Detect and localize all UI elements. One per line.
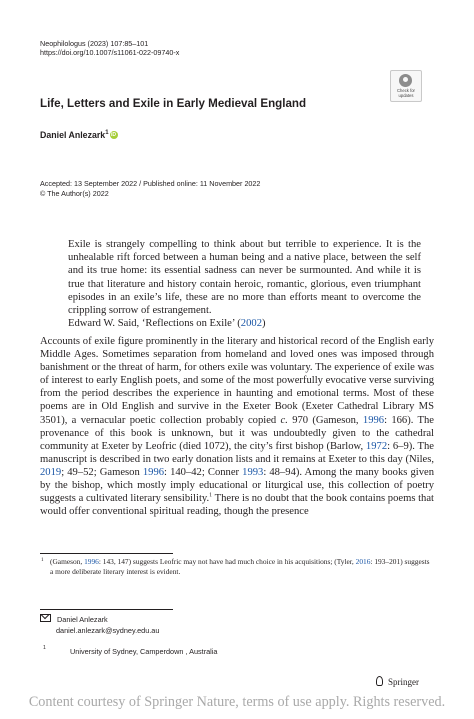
footnote-part: : 193–201) suggests a more deliberate literary interest is evident. xyxy=(50,557,430,577)
body-text: 970 (Gameson, xyxy=(287,414,363,426)
epigraph-ref-link[interactable]: 2002 xyxy=(240,318,262,330)
affiliation-number: 1 xyxy=(43,645,46,651)
springer-logo xyxy=(374,676,419,687)
crossmark-icon xyxy=(399,74,412,87)
correspondence-block xyxy=(40,614,159,636)
body-text: : 6–9). The manuscript is described in two early donation lists and it remains at Exeter to this day (Niles, xyxy=(40,440,434,465)
springer-horse-icon xyxy=(374,676,384,686)
circa-abbrev: c. xyxy=(280,414,288,426)
citation-link[interactable]: 1996 xyxy=(362,414,385,426)
correspondence-divider xyxy=(40,609,173,610)
body-text: ; 49–52; Gameson xyxy=(61,466,143,478)
footnote-text xyxy=(40,557,434,578)
orcid-icon[interactable]: iD xyxy=(111,132,117,138)
publication-dates: Accepted: 13 September 2022 / Published online: 11 November 2022 xyxy=(40,179,261,188)
footnote-part: (Gameson, xyxy=(50,557,85,566)
body-paragraph xyxy=(40,335,434,518)
citation-link[interactable]: 1996 xyxy=(142,466,165,478)
footnote-number: 1 xyxy=(41,557,44,563)
body-text: : 166). The provenance of this book is unknown, but it was undoubtedly given to the cathedral community at Exeter by Leofric (died 1072), the city’s first bishop (Barlow, xyxy=(40,414,434,452)
attribution-text: Edward W. Said, ‘Reflections on Exile’ ( xyxy=(68,318,241,330)
attribution-close: ) xyxy=(261,318,266,330)
footnote xyxy=(40,557,434,578)
check-for-updates-badge[interactable] xyxy=(390,70,422,102)
copyright-line: © The Author(s) 2022 xyxy=(40,188,109,198)
footnote-mark[interactable]: 1 xyxy=(209,492,213,499)
footnote-citation-link[interactable]: 1996 xyxy=(84,557,99,566)
citation-link[interactable]: 1972 xyxy=(365,440,388,452)
affiliation-text: University of Sydney, Camperdown , Australia xyxy=(70,647,218,656)
epigraph-attribution xyxy=(68,317,421,330)
citation-link[interactable]: 2019 xyxy=(40,466,62,478)
footnote-divider xyxy=(40,553,173,554)
envelope-icon xyxy=(40,614,51,622)
body-text: : 48–94). Among the many books given by the bishop, which mostly imply educational or liturgical use, this collection of poetry suggests a cultivated literary sensibility. xyxy=(40,466,434,505)
body-text: Accounts of exile figure prominently in the literary and historical record of the English early Middle Ages. Sometimes separation from homeland and loved ones was imposed through banishment or the threat of harm, for others exile was voluntary. The experience of exile was of interest to early English poets, and some of the most powerfully evocative verse surviving from the period describes the experience in haunting and emotional terms. Most of these poems are in Old English and survive in the Exeter Book (Exeter Cathedral Library MS 3501), a vernacular poetic collection probably copied xyxy=(40,336,434,426)
epigraph xyxy=(68,238,421,330)
journal-header xyxy=(40,39,179,58)
doi-link[interactable]: https://doi.org/10.1007/s11061-022-09740-x xyxy=(40,48,180,58)
journal-citation: Neophilologus (2023) 107:85–101 xyxy=(40,39,149,48)
badge-line-2: updates xyxy=(398,93,414,98)
badge-line-1: Check for xyxy=(397,88,415,93)
footnote-citation-link[interactable]: 2016 xyxy=(355,557,371,566)
author-name[interactable]: Daniel Anlezark xyxy=(40,130,106,140)
author-line xyxy=(40,130,118,140)
citation-link[interactable]: 1993 xyxy=(242,466,264,478)
epigraph-text: Exile is strangely compelling to think about but terrible to experience. It is the unhealable rift forced between a human being and a native place, between the self and its true home: its essential sadness can never be surmounted. And while it is true that literature and history contain heroic, romantic, glorious, even triumphant episodes in an exile’s life, these are no more than efforts meant to overcome the crippling sorrow of estrangement. xyxy=(68,239,421,317)
article-meta xyxy=(40,179,260,198)
correspondence-email[interactable]: daniel.anlezark@sydney.edu.au xyxy=(56,625,160,635)
correspondence-name: Daniel Anlezark xyxy=(57,615,108,624)
body-text: There is no doubt that the book contains poems that would offer conventional spiritual reading, though the presence xyxy=(40,493,434,518)
publisher-name: Springer xyxy=(388,677,419,687)
footnote-part: : 143, 147) suggests Leofric may not have had much choice in his acquisitions; (Tyler, xyxy=(98,557,356,566)
courtesy-notice: Content courtesy of Springer Nature, terms of use apply. Rights reserved. xyxy=(28,694,446,710)
article-title: Life, Letters and Exile in Early Medieval England xyxy=(40,97,307,110)
author-affiliation-mark: 1 xyxy=(105,130,109,137)
body-text: : 140–42; Conner xyxy=(164,466,243,478)
